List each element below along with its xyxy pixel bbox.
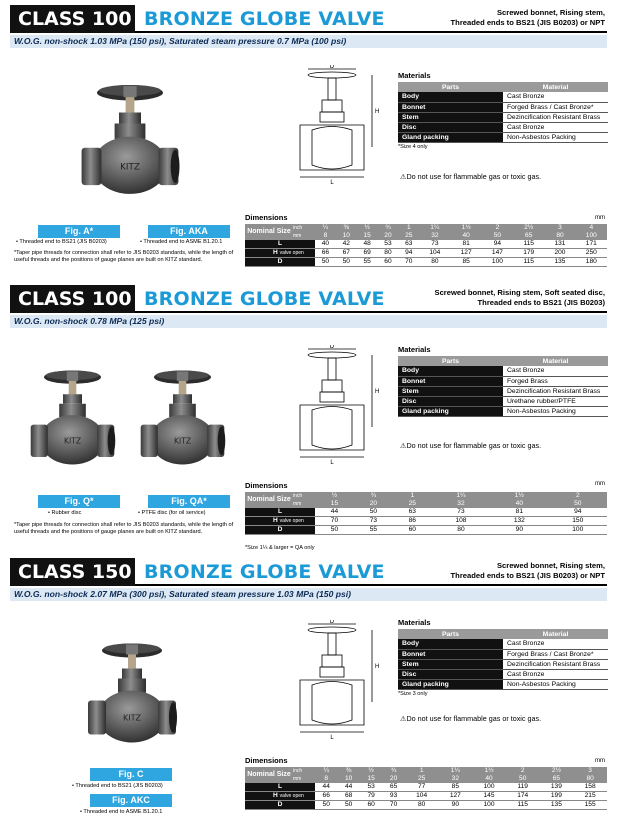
materials-block <box>398 71 608 150</box>
material-value: Dezincification Resistant Brass <box>503 386 608 396</box>
row-label-h-text: H <box>273 517 278 524</box>
material-part: Stem <box>398 112 503 122</box>
material-part: Bonnet <box>398 376 503 386</box>
dim-d-value: 115 <box>506 801 540 810</box>
fig-note-2: • Threaded end to ASME B1.20.1 <box>80 809 163 815</box>
dim-d-value: 90 <box>490 526 548 535</box>
size-inch: 3 <box>544 224 575 232</box>
size-mm: 15 <box>315 500 354 508</box>
size-mm: 40 <box>490 500 548 508</box>
dim-l-value: 119 <box>506 783 540 792</box>
materials-table <box>398 356 608 417</box>
section-title: BRONZE GLOBE VALVE <box>144 561 385 583</box>
size-mm: 25 <box>398 232 419 240</box>
dim-l-value: 94 <box>482 240 513 249</box>
dim-h-value: 94 <box>398 249 419 258</box>
svg-text:KITZ: KITZ <box>63 436 82 446</box>
size-mm: 15 <box>360 775 382 783</box>
material-part: Stem <box>398 659 503 669</box>
material-value: Dezincification Resistant Brass <box>503 659 608 669</box>
material-value: Cast Bronze <box>503 639 608 649</box>
pressure-rating-band: W.O.G. non-shock 2.07 MPa (300 psi), Saturated steam pressure 1.03 MPa (150 psi) <box>10 588 607 601</box>
material-value: Cast Bronze <box>503 669 608 679</box>
size-mm: 50 <box>506 775 540 783</box>
dimensions-table <box>245 492 607 535</box>
dim-d-value: 100 <box>482 258 513 267</box>
size-inch: 1¼ <box>419 224 450 232</box>
svg-text:H: H <box>375 389 380 395</box>
dim-h-value: 127 <box>451 249 482 258</box>
size-inch: 2 <box>506 767 540 775</box>
dim-l-value: 44 <box>315 783 337 792</box>
material-row <box>398 376 608 386</box>
svg-text:KITZ: KITZ <box>120 162 140 173</box>
section-subtitle <box>435 288 605 308</box>
size-inch: ¾ <box>378 224 399 232</box>
size-mm: 20 <box>378 232 399 240</box>
material-row <box>398 659 608 669</box>
dim-d-value: 60 <box>360 801 382 810</box>
dim-h-value: 79 <box>360 792 382 801</box>
valve-photo-1-1 <box>25 353 120 483</box>
dim-h-value: 104 <box>419 249 450 258</box>
size-mm: 32 <box>439 775 473 783</box>
material-part: Bonnet <box>398 102 503 112</box>
size-inch: 2 <box>482 224 513 232</box>
material-row <box>398 132 608 142</box>
material-part: Body <box>398 366 503 376</box>
dim-d-value: 70 <box>398 258 419 267</box>
nominal-size-label: Nominal Size <box>245 767 293 783</box>
dim-h-value: 69 <box>357 249 378 258</box>
mm-size-unit: mm <box>293 500 315 508</box>
materials-table <box>398 629 608 690</box>
subtitle-line-1: Screwed bonnet, Rising stem, <box>496 561 605 570</box>
size-mm: 15 <box>357 232 378 240</box>
size-mm: 65 <box>513 232 544 240</box>
materials-head-material: Material <box>503 629 608 639</box>
size-inch: 1 <box>393 492 432 500</box>
dim-d-value: 155 <box>573 801 607 810</box>
dim-l-value: 48 <box>357 240 378 249</box>
dim-h-value: 66 <box>315 249 336 258</box>
size-mm: 80 <box>573 775 607 783</box>
size-mm: 25 <box>393 500 432 508</box>
size-mm: 10 <box>337 775 359 783</box>
dim-h-value: 104 <box>405 792 439 801</box>
dim-d-value: 50 <box>315 526 354 535</box>
section-drawing-0 <box>282 65 382 185</box>
dim-l-value: 131 <box>544 240 575 249</box>
inch-unit: inch <box>293 492 315 500</box>
row-label-h-text: H <box>273 249 278 256</box>
dimensions-table <box>245 767 607 810</box>
materials-title: Materials <box>398 71 431 80</box>
svg-text:L: L <box>330 180 334 185</box>
fig-label-akc: Fig. AKC <box>90 794 172 807</box>
materials-block <box>398 618 608 697</box>
dim-l-value: 139 <box>540 783 574 792</box>
material-row <box>398 396 608 406</box>
section-header <box>10 5 607 33</box>
section-subtitle <box>451 561 605 581</box>
valve-open-unit: valve open <box>279 793 304 799</box>
svg-text:D: D <box>329 345 335 350</box>
size-inch: ¾ <box>382 767 404 775</box>
fig-label-q: Fig. Q* <box>38 495 120 508</box>
material-part: Stem <box>398 386 503 396</box>
material-part: Disc <box>398 122 503 132</box>
dim-d-value: 70 <box>382 801 404 810</box>
dim-h-value: 200 <box>544 249 575 258</box>
material-part: Bonnet <box>398 649 503 659</box>
subtitle-line-1: Screwed bonnet, Rising stem, <box>496 8 605 17</box>
warning-text: ⚠Do not use for flammable gas or toxic gas. <box>400 441 542 450</box>
row-label-d: D <box>245 526 315 535</box>
dim-d-value: 135 <box>544 258 575 267</box>
material-row <box>398 112 608 122</box>
materials-head-parts: Parts <box>398 356 503 366</box>
section-subtitle <box>451 8 605 28</box>
nominal-size-label: Nominal Size <box>245 492 293 508</box>
material-row <box>398 122 608 132</box>
size-inch: ¾ <box>354 492 393 500</box>
pressure-rating-band: W.O.G. non-shock 1.03 MPa (150 psi), Saturated steam pressure 0.7 MPa (100 psi) <box>10 35 607 48</box>
dim-l-value: 44 <box>337 783 359 792</box>
size-mm: 65 <box>540 775 574 783</box>
size-inch: ¼ <box>315 224 336 232</box>
pressure-rating-band: W.O.G. non-shock 0.78 MPa (125 psi) <box>10 315 607 328</box>
size-inch: 1¼ <box>439 767 473 775</box>
dimensions-block <box>245 756 607 808</box>
dimensions-title: Dimensions <box>245 213 288 222</box>
material-value: Cast Bronze <box>503 366 608 376</box>
size-inch: ¼ <box>315 767 337 775</box>
dim-h-value: 147 <box>482 249 513 258</box>
size-mm: 25 <box>405 775 439 783</box>
dim-l-value: 53 <box>360 783 382 792</box>
dim-h-value: 199 <box>540 792 574 801</box>
row-label-l: L <box>245 783 315 792</box>
dim-l-value: 44 <box>315 508 354 517</box>
dim-d-value: 50 <box>315 801 337 810</box>
warning-text: ⚠Do not use for flammable gas or toxic gas. <box>400 714 542 723</box>
material-value: Non-Asbestos Packing <box>503 679 608 689</box>
dim-h-value: 108 <box>432 517 490 526</box>
svg-text:D: D <box>329 65 335 70</box>
material-value: Urethane rubber/PTFE <box>503 396 608 406</box>
section-drawing-2 <box>282 620 382 740</box>
dim-d-value: 60 <box>378 258 399 267</box>
valve-section-3 <box>10 558 607 830</box>
mm-unit: mm <box>595 215 605 221</box>
dimensions-title: Dimensions <box>245 756 288 765</box>
size-mm: 40 <box>451 232 482 240</box>
valve-section-1 <box>10 5 607 277</box>
row-label-h <box>245 249 315 258</box>
dimensions-table <box>245 224 607 267</box>
row-label-d: D <box>245 801 315 810</box>
dim-d-value: 135 <box>540 801 574 810</box>
subtitle-line-1: Screwed bonnet, Rising stem, Soft seated disc, <box>434 288 605 297</box>
subtitle-line-2: Threaded ends to BS21 (JIS B0203) or NPT <box>450 571 605 580</box>
valve-photo-0-1 <box>75 65 185 215</box>
section-title: BRONZE GLOBE VALVE <box>144 8 385 30</box>
svg-text:KITZ: KITZ <box>123 713 141 723</box>
dim-l-value: 73 <box>432 508 490 517</box>
material-part: Disc <box>398 396 503 406</box>
row-label-h <box>245 792 315 801</box>
dim-l-value: 171 <box>576 240 607 249</box>
material-row <box>398 366 608 376</box>
material-value: Cast Bronze <box>503 92 608 102</box>
dimensions-note: *Size 1¼ & larger = QA only <box>245 545 315 551</box>
dim-d-value: 115 <box>513 258 544 267</box>
dim-l-value: 158 <box>573 783 607 792</box>
footnote: *Taper pipe threads for connection shall refer to JIS B0203 standards, while the length of useful threads and the positions of gauge planes are built on KITZ standard. <box>14 250 234 263</box>
materials-head-material: Material <box>503 356 608 366</box>
dim-h-value: 93 <box>382 792 404 801</box>
dim-h-value: 174 <box>506 792 540 801</box>
dim-l-value: 65 <box>382 783 404 792</box>
size-inch: ⅜ <box>337 767 359 775</box>
dim-l-value: 81 <box>451 240 482 249</box>
dim-h-value: 80 <box>378 249 399 258</box>
material-row <box>398 92 608 102</box>
material-row <box>398 386 608 396</box>
size-inch: ½ <box>360 767 382 775</box>
size-mm: 32 <box>432 500 490 508</box>
dim-h-value: 86 <box>393 517 432 526</box>
size-inch: ⅜ <box>336 224 357 232</box>
material-part: Gland packing <box>398 679 503 689</box>
size-inch: 2½ <box>513 224 544 232</box>
valve-photo-2-1 <box>82 626 182 761</box>
dim-h-value: 250 <box>576 249 607 258</box>
warning-text: ⚠Do not use for flammable gas or toxic gas. <box>400 172 542 181</box>
size-inch: ½ <box>357 224 378 232</box>
materials-table <box>398 82 608 143</box>
size-inch: 1¼ <box>432 492 490 500</box>
dim-l-value: 53 <box>378 240 399 249</box>
dim-h-value: 145 <box>472 792 506 801</box>
material-part: Gland packing <box>398 132 503 142</box>
valve-open-unit: valve open <box>279 518 304 524</box>
dimensions-title: Dimensions <box>245 481 288 490</box>
materials-block <box>398 345 608 417</box>
size-mm: 8 <box>315 775 337 783</box>
fig-label-c: Fig. C <box>90 768 172 781</box>
subtitle-line-2: Threaded ends to BS21 (JIS B0203) <box>477 298 605 307</box>
class-label: CLASS 150 <box>10 558 135 586</box>
svg-text:L: L <box>330 460 334 465</box>
size-mm: 10 <box>336 232 357 240</box>
row-label-l: L <box>245 240 315 249</box>
fig-note-1: • Threaded end to BS21 (JIS B0203) <box>72 783 163 789</box>
row-label-d: D <box>245 258 315 267</box>
class-label: CLASS 100 <box>10 5 135 33</box>
dim-h-value: 66 <box>315 792 337 801</box>
valve-section-2 <box>10 285 607 557</box>
material-value: Forged Brass <box>503 376 608 386</box>
dim-h-value: 132 <box>490 517 548 526</box>
mm-unit: mm <box>595 481 605 487</box>
fig-note-2: • PTFE disc (for oil service) <box>138 510 206 516</box>
size-mm: 20 <box>382 775 404 783</box>
row-label-h <box>245 517 315 526</box>
footnote: *Taper pipe threads for connection shall refer to JIS B0203 standards, while the length of useful threads and the positions of gauge planes are built on KITZ standard. <box>14 522 234 535</box>
size-mm: 50 <box>549 500 607 508</box>
material-row <box>398 679 608 689</box>
dim-l-value: 115 <box>513 240 544 249</box>
valve-open-unit: valve open <box>279 250 304 256</box>
dim-h-value: 179 <box>513 249 544 258</box>
material-row <box>398 669 608 679</box>
size-inch: ½ <box>315 492 354 500</box>
materials-note: *Size 4 only <box>398 143 428 150</box>
fig-note-1: • Rubber disc <box>48 510 82 516</box>
svg-text:D: D <box>329 620 335 625</box>
size-mm: 8 <box>315 232 336 240</box>
material-row <box>398 639 608 649</box>
dim-h-value: 70 <box>315 517 354 526</box>
dim-l-value: 63 <box>398 240 419 249</box>
material-value: Cast Bronze <box>503 122 608 132</box>
material-row <box>398 649 608 659</box>
dim-l-value: 50 <box>354 508 393 517</box>
size-mm: 40 <box>472 775 506 783</box>
material-value: Forged Brass / Cast Bronze* <box>503 649 608 659</box>
size-mm: 32 <box>419 232 450 240</box>
svg-text:H: H <box>375 664 380 670</box>
fig-label-a: Fig. A* <box>38 225 120 238</box>
size-mm: 100 <box>576 232 607 240</box>
dim-d-value: 60 <box>393 526 432 535</box>
svg-text:KITZ: KITZ <box>173 436 192 446</box>
inch-unit: inch <box>293 767 315 775</box>
dim-h-value: 215 <box>573 792 607 801</box>
fig-note-1: • Threaded end to BS21 (JIS B0203) <box>16 239 107 245</box>
dimensions-block <box>245 481 607 551</box>
mm-unit: mm <box>595 758 605 764</box>
size-inch: 2½ <box>540 767 574 775</box>
dim-d-value: 85 <box>451 258 482 267</box>
mm-size-unit: mm <box>293 775 315 783</box>
material-part: Gland packing <box>398 406 503 416</box>
dim-d-value: 50 <box>337 801 359 810</box>
material-row <box>398 406 608 416</box>
dim-h-value: 67 <box>336 249 357 258</box>
material-value: Non-Asbestos Packing <box>503 406 608 416</box>
row-label-l: L <box>245 508 315 517</box>
section-title: BRONZE GLOBE VALVE <box>144 288 385 310</box>
dimensions-block <box>245 213 607 265</box>
dim-l-value: 85 <box>439 783 473 792</box>
svg-text:L: L <box>330 735 334 740</box>
dim-d-value: 80 <box>405 801 439 810</box>
size-mm: 50 <box>482 232 513 240</box>
section-drawing-1 <box>282 345 382 465</box>
section-header <box>10 558 607 586</box>
size-inch: 1½ <box>490 492 548 500</box>
size-inch: 1½ <box>451 224 482 232</box>
dim-d-value: 80 <box>419 258 450 267</box>
dim-l-value: 42 <box>336 240 357 249</box>
dim-l-value: 63 <box>393 508 432 517</box>
dim-l-value: 81 <box>490 508 548 517</box>
material-part: Body <box>398 639 503 649</box>
material-value: Forged Brass / Cast Bronze* <box>503 102 608 112</box>
svg-text:H: H <box>375 109 380 115</box>
row-label-h-text: H <box>273 792 278 799</box>
dim-l-value: 94 <box>549 508 607 517</box>
dim-d-value: 100 <box>549 526 607 535</box>
material-part: Body <box>398 92 503 102</box>
dim-l-value: 77 <box>405 783 439 792</box>
size-inch: 4 <box>576 224 607 232</box>
nominal-size-label: Nominal Size <box>245 224 293 240</box>
mm-size-unit: mm <box>293 232 315 240</box>
materials-title: Materials <box>398 345 431 354</box>
materials-head-parts: Parts <box>398 82 503 92</box>
dim-l-value: 40 <box>315 240 336 249</box>
size-inch: 1½ <box>472 767 506 775</box>
materials-head-parts: Parts <box>398 629 503 639</box>
size-mm: 20 <box>354 500 393 508</box>
subtitle-line-2: Threaded ends to BS21 (JIS B0203) or NPT <box>450 18 605 27</box>
dim-h-value: 73 <box>354 517 393 526</box>
dim-d-value: 55 <box>354 526 393 535</box>
dim-d-value: 55 <box>357 258 378 267</box>
fig-label-aka: Fig. AKA <box>148 225 230 238</box>
dim-d-value: 50 <box>336 258 357 267</box>
fig-note-2: • Threaded end to ASME B1.20.1 <box>140 239 223 245</box>
dim-l-value: 73 <box>419 240 450 249</box>
dim-l-value: 100 <box>472 783 506 792</box>
material-part: Disc <box>398 669 503 679</box>
inch-unit: inch <box>293 224 315 232</box>
size-mm: 80 <box>544 232 575 240</box>
material-value: Dezincification Resistant Brass <box>503 112 608 122</box>
dim-d-value: 80 <box>432 526 490 535</box>
dim-h-value: 68 <box>337 792 359 801</box>
size-inch: 1 <box>398 224 419 232</box>
class-label: CLASS 100 <box>10 285 135 313</box>
section-header <box>10 285 607 313</box>
size-inch: 1 <box>405 767 439 775</box>
dim-d-value: 50 <box>315 258 336 267</box>
materials-note: *Size 3 only <box>398 690 428 697</box>
material-row <box>398 102 608 112</box>
dim-d-value: 90 <box>439 801 473 810</box>
dim-h-value: 127 <box>439 792 473 801</box>
materials-title: Materials <box>398 618 431 627</box>
dim-h-value: 150 <box>549 517 607 526</box>
dim-d-value: 100 <box>472 801 506 810</box>
material-value: Non-Asbestos Packing <box>503 132 608 142</box>
fig-label-qa: Fig. QA* <box>148 495 230 508</box>
size-inch: 3 <box>573 767 607 775</box>
size-inch: 2 <box>549 492 607 500</box>
materials-head-material: Material <box>503 82 608 92</box>
valve-photo-1-2 <box>135 353 230 483</box>
dim-d-value: 180 <box>576 258 607 267</box>
